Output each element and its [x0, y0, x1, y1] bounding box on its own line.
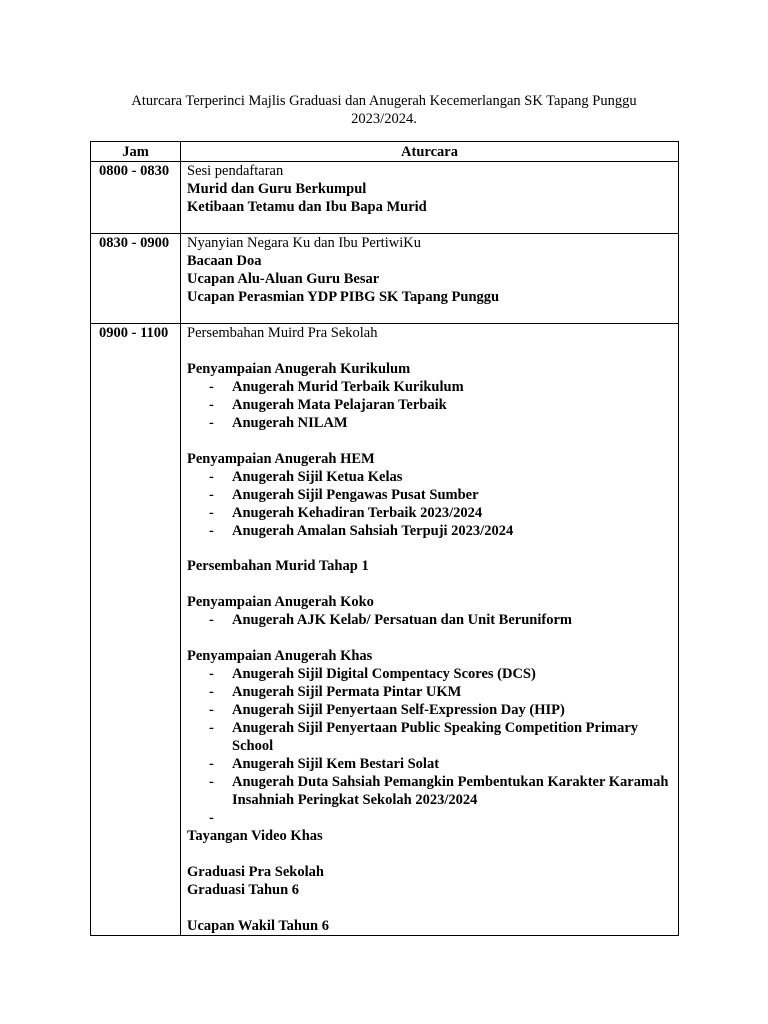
award-item	[187, 755, 672, 773]
award-text: Anugerah AJK Kelab/ Persatuan dan Unit Beruniform	[232, 612, 572, 629]
program-item: Tayangan Video Khas	[187, 827, 323, 844]
bullet-dash: -	[209, 522, 214, 539]
program-cell	[181, 324, 679, 936]
title-line-2: 2023/2024.	[351, 111, 417, 127]
award-text: Anugerah Murid Terbaik Kurikulum	[232, 378, 464, 395]
bullet-dash: -	[209, 683, 214, 700]
award-text: Anugerah Duta Sahsiah Pemangkin Pembentukan Karakter Karamah Insahniah Peringkat Sekolah 2023/2024	[232, 773, 669, 808]
table-row	[91, 162, 679, 234]
award-text: Anugerah Sijil Permata Pintar UKM	[232, 683, 462, 700]
program-cell	[181, 162, 679, 234]
table-row	[91, 324, 679, 936]
award-item	[187, 414, 672, 432]
program-item: Ucapan Perasmian YDP PIBG SK Tapang Punggu	[187, 289, 500, 305]
award-item	[187, 701, 672, 719]
document-title	[80, 92, 688, 128]
award-item-empty	[187, 809, 672, 827]
bullet-dash: -	[209, 719, 214, 736]
time-cell: 0830 - 0900	[91, 234, 181, 324]
award-text: Anugerah Mata Pelajaran Terbaik	[232, 396, 447, 413]
award-item	[187, 683, 672, 701]
award-item	[187, 378, 672, 396]
program-item: Persembahan Murid Tahap 1	[187, 558, 369, 575]
section-heading: Penyampaian Anugerah HEM	[187, 450, 375, 467]
award-text: Anugerah NILAM	[232, 414, 348, 431]
bullet-dash: -	[209, 504, 214, 521]
program-item: Graduasi Pra Sekolah	[187, 863, 324, 880]
program-item: Bacaan Doa	[187, 253, 262, 269]
section-heading: Penyampaian Anugerah Khas	[187, 647, 373, 664]
award-item	[187, 504, 672, 522]
title-line-1: Aturcara Terperinci Majlis Graduasi dan Anugerah Kecemerlangan SK Tapang Punggu	[131, 93, 637, 109]
bullet-dash: -	[209, 809, 214, 826]
program-item: Persembahan Muird Pra Sekolah	[187, 325, 378, 341]
section-heading: Penyampaian Anugerah Kurikulum	[187, 360, 411, 377]
award-item	[187, 665, 672, 683]
award-text: Anugerah Sijil Ketua Kelas	[232, 468, 403, 485]
section-heading: Penyampaian Anugerah Koko	[187, 594, 374, 611]
program-item: Ucapan Alu-Aluan Guru Besar	[187, 271, 380, 287]
award-text: Anugerah Sijil Pengawas Pusat Sumber	[232, 486, 479, 503]
bullet-dash: -	[209, 378, 214, 395]
bullet-dash: -	[209, 486, 214, 503]
table-row	[91, 234, 679, 324]
bullet-dash: -	[209, 665, 214, 682]
award-text: Anugerah Kehadiran Terbaik 2023/2024	[232, 504, 483, 521]
time-cell: 0800 - 0830	[91, 162, 181, 234]
award-text: Anugerah Sijil Penyertaan Self-Expression Day (HIP)	[232, 701, 565, 718]
bullet-dash: -	[209, 612, 214, 629]
schedule-table	[90, 141, 679, 936]
award-item	[187, 719, 672, 755]
award-text: Anugerah Sijil Kem Bestari Solat	[232, 755, 440, 772]
award-item	[187, 522, 672, 540]
bullet-dash: -	[209, 773, 214, 790]
award-item	[187, 611, 672, 629]
bullet-dash: -	[209, 701, 214, 718]
award-item	[187, 486, 672, 504]
award-item	[187, 396, 672, 414]
award-text: Anugerah Sijil Digital Compentacy Scores (DCS)	[232, 665, 536, 682]
award-item	[187, 773, 672, 809]
bullet-dash: -	[209, 755, 214, 772]
award-text: Anugerah Sijil Penyertaan Public Speaking Competition Primary School	[232, 719, 638, 754]
program-item: Nyanyian Negara Ku dan Ibu PertiwiKu	[187, 235, 421, 251]
header-jam: Jam	[91, 142, 181, 162]
program-item: Graduasi Tahun 6	[187, 881, 300, 898]
bullet-dash: -	[209, 396, 214, 413]
program-item: Murid dan Guru Berkumpul	[187, 181, 367, 197]
award-item	[187, 468, 672, 486]
header-aturcara: Aturcara	[181, 142, 679, 162]
bullet-dash: -	[209, 414, 214, 431]
program-item: Ketibaan Tetamu dan Ibu Bapa Murid	[187, 199, 427, 215]
program-item: Ucapan Wakil Tahun 6	[187, 917, 329, 934]
time-cell: 0900 - 1100	[91, 324, 181, 936]
bullet-dash: -	[209, 468, 214, 485]
program-cell	[181, 234, 679, 324]
program-item: Sesi pendaftaran	[187, 163, 284, 179]
table-header-row	[91, 142, 679, 162]
award-text: Anugerah Amalan Sahsiah Terpuji 2023/2024	[232, 522, 514, 539]
